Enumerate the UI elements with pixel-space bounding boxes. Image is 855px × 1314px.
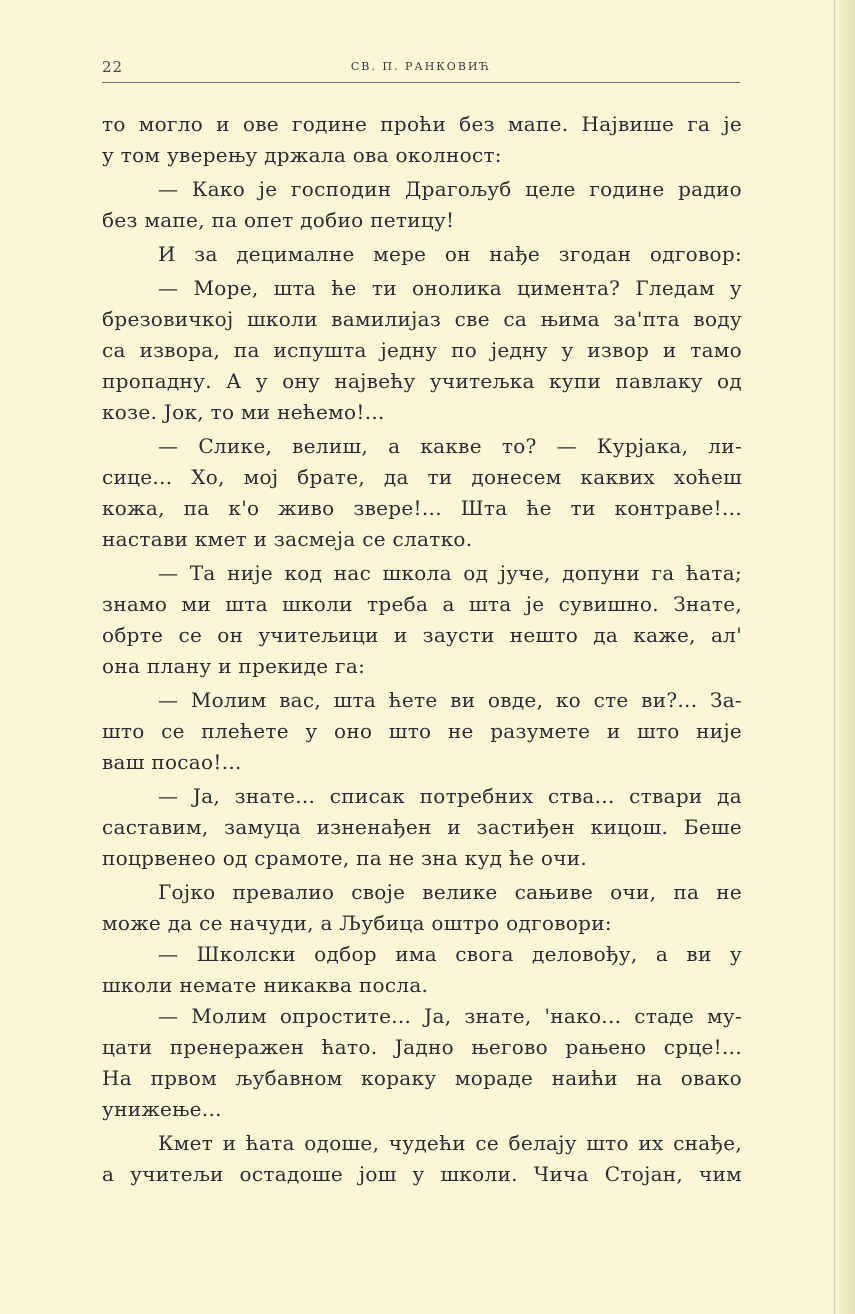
- text-line: може да се начуди, а Љубица оштро одговори:: [102, 911, 612, 935]
- text-line: — Слике, велиш, а какве то? — Курјака, ли-: [158, 434, 742, 458]
- text-line: — Та није код нас школа од јуче, допуни га ћата;: [158, 561, 742, 585]
- text-line: — Молим вас, шта ћете ви овде, ко сте ви?... За-: [158, 688, 742, 712]
- text-line: — Молим опростите... Ја, знате, 'нако... стаде му-: [158, 1004, 742, 1028]
- text-line: то могло и ове године проћи без мапе. Највише га је: [102, 112, 742, 136]
- running-head: [102, 58, 740, 84]
- text-line: На првом љубавном кораку мораде наићи на овако: [102, 1066, 742, 1090]
- text-line: што се плећете у оно што не разумете и што није: [102, 719, 742, 743]
- text-line: без мапе, па опет добио петицу!: [102, 208, 455, 232]
- text-line: пропадну. А у ону највећу учитељка купи павлаку од: [102, 369, 742, 393]
- running-title: СВ. П. РАНКОВИЋ: [350, 60, 492, 73]
- text-line: она плану и прекиде га:: [102, 654, 366, 678]
- text-line: Кмет и ћата одоше, чудећи се белају што их снађе,: [158, 1131, 742, 1155]
- text-line: настави кмет и засмеја се слатко.: [102, 527, 473, 551]
- text-line: — Море, шта ће ти онолика цимента? Гледам у: [158, 276, 742, 300]
- text-line: а учитељи остадоше још у школи. Чича Стојан, чим: [102, 1162, 742, 1186]
- text-line: — Како је господин Драгољуб целе године радио: [158, 177, 742, 201]
- text-line: саставим, замуца изненађен и застиђен кицош. Беше: [102, 815, 742, 839]
- text-line: Гојко превалио своје велике сањиве очи, па не: [158, 880, 742, 904]
- body-text: [102, 109, 742, 1190]
- text-line: кожа, па к'о живо звере!... Шта ће ти контраве!...: [102, 496, 742, 520]
- page-edge-shadow: [833, 0, 855, 1314]
- page-edge-line: [834, 0, 835, 1314]
- page-number: 22: [102, 58, 124, 76]
- text-line: обрте се он учитељици и заусти нешто да каже, ал': [102, 623, 742, 647]
- text-line: брезовичкој школи вамилијаз све са њима за'пта воду: [102, 307, 742, 331]
- text-line: — Школски одбор има свога деловођу, а ви у: [158, 942, 742, 966]
- text-line: школи немате никаква посла.: [102, 973, 429, 997]
- text-line: сице... Хо, мој брате, да ти донесем каквих хоћеш: [102, 465, 742, 489]
- text-line: у том уверењу држала ова околност:: [102, 143, 502, 167]
- text-line: знамо ми шта школи треба а шта је сувишно. Знате,: [102, 592, 742, 616]
- text-line: — Ја, знате... списак потребних ства... ствари да: [158, 784, 742, 808]
- header-rule: [102, 82, 740, 83]
- text-line: унижење...: [102, 1097, 222, 1121]
- text-line: И за децималне мере он нађе згодан одговор:: [158, 242, 742, 266]
- text-line: са извора, па испушта једну по једну у извор и тамо: [102, 338, 742, 362]
- text-line: цати пренеражен ћато. Јадно његово рањено срце!...: [102, 1035, 742, 1059]
- text-line: поцрвенео од срамоте, па не зна куд ће очи.: [102, 846, 588, 870]
- text-line: козе. Јок, то ми нећемо!...: [102, 400, 385, 424]
- text-line: ваш посао!...: [102, 750, 242, 774]
